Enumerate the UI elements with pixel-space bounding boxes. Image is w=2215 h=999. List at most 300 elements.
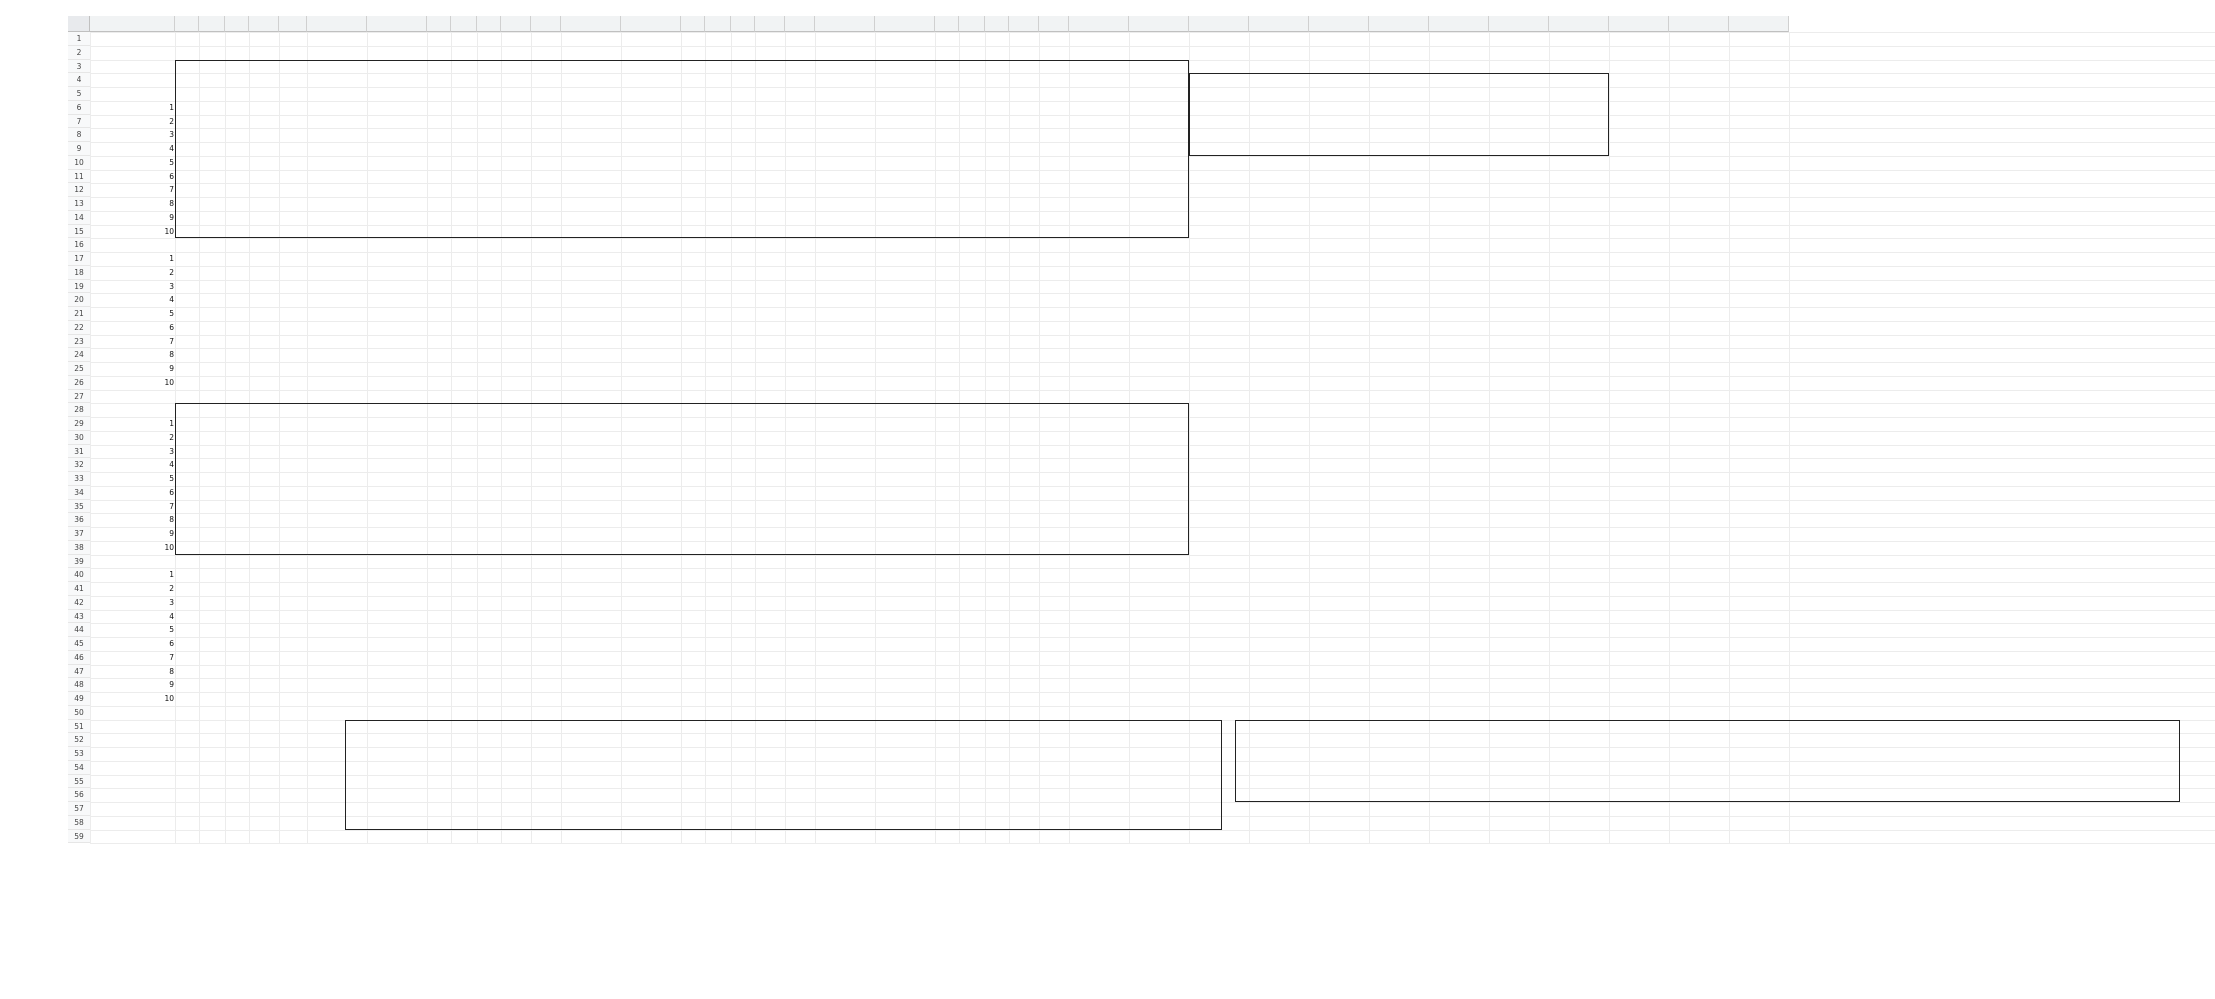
base-value[interactable] (1009, 417, 1039, 431)
base-value[interactable] (731, 500, 755, 514)
base-value[interactable] (225, 280, 249, 294)
base-value[interactable] (501, 225, 531, 239)
saving-value[interactable] (1069, 458, 1129, 472)
base-value[interactable] (225, 500, 249, 514)
base-value[interactable] (175, 431, 199, 445)
cost-expected[interactable] (785, 486, 815, 500)
base-value[interactable] (427, 293, 451, 307)
base-value[interactable] (249, 321, 279, 335)
saving-value[interactable] (815, 417, 875, 431)
base-value[interactable] (199, 293, 225, 307)
row-header[interactable]: 8 (68, 128, 90, 142)
row-header[interactable]: 36 (68, 513, 90, 527)
base-value[interactable] (681, 266, 705, 280)
cost-expected[interactable] (1039, 665, 1069, 679)
cost-expected[interactable] (785, 651, 815, 665)
cost-expected[interactable] (785, 211, 815, 225)
base-value[interactable] (731, 266, 755, 280)
cost-expected[interactable] (531, 115, 561, 129)
base-value[interactable] (755, 211, 785, 225)
cost-expected[interactable] (279, 142, 307, 156)
base-value[interactable] (427, 335, 451, 349)
base-value[interactable] (959, 582, 985, 596)
base-value[interactable] (731, 513, 755, 527)
base-value[interactable] (731, 445, 755, 459)
cost-expected[interactable] (531, 596, 561, 610)
cost-expected[interactable] (1039, 335, 1069, 349)
base-value[interactable] (705, 692, 731, 706)
row-header[interactable]: 39 (68, 555, 90, 569)
capsule-count[interactable]: 2 (169, 584, 174, 593)
base-value[interactable] (249, 623, 279, 637)
base-value[interactable] (225, 417, 249, 431)
base-value[interactable] (451, 568, 477, 582)
base-value[interactable] (427, 362, 451, 376)
cost-expected[interactable] (1039, 266, 1069, 280)
row-header[interactable]: 16 (68, 238, 90, 252)
base-value[interactable] (1009, 513, 1039, 527)
saving-value[interactable] (307, 541, 367, 555)
cost-expected[interactable] (531, 665, 561, 679)
cost-expected[interactable] (785, 678, 815, 692)
saving-value[interactable] (815, 472, 875, 486)
cost-expected[interactable] (785, 582, 815, 596)
row-header[interactable]: 20 (68, 293, 90, 307)
base-value[interactable] (755, 568, 785, 582)
base-value[interactable] (199, 458, 225, 472)
saving-value[interactable] (367, 417, 427, 431)
cost-expected[interactable] (531, 582, 561, 596)
cost-expected[interactable] (785, 568, 815, 582)
base-value[interactable] (935, 651, 959, 665)
saving-value[interactable] (307, 101, 367, 115)
base-value[interactable] (731, 183, 755, 197)
base-value[interactable] (501, 472, 531, 486)
base-value[interactable] (731, 541, 755, 555)
cost-expected[interactable] (785, 637, 815, 651)
base-value[interactable] (249, 348, 279, 362)
base-value[interactable] (477, 128, 501, 142)
cost-expected[interactable] (1039, 486, 1069, 500)
base-value[interactable] (175, 665, 199, 679)
base-value[interactable] (427, 252, 451, 266)
base-value[interactable] (477, 431, 501, 445)
cost-expected[interactable] (1039, 293, 1069, 307)
saving-value[interactable] (561, 170, 621, 184)
base-value[interactable] (705, 225, 731, 239)
saving-value[interactable] (621, 445, 681, 459)
base-value[interactable] (935, 527, 959, 541)
saving-value[interactable] (815, 500, 875, 514)
base-value[interactable] (175, 348, 199, 362)
base-value[interactable] (225, 472, 249, 486)
base-value[interactable] (755, 610, 785, 624)
column-header-AI[interactable] (1489, 16, 1549, 32)
cost-expected[interactable] (1039, 142, 1069, 156)
row-header[interactable]: 19 (68, 280, 90, 294)
base-value[interactable] (681, 623, 705, 637)
saving-value[interactable] (561, 142, 621, 156)
cost-expected[interactable] (279, 156, 307, 170)
base-value[interactable] (705, 170, 731, 184)
saving-value[interactable] (561, 197, 621, 211)
base-value[interactable] (225, 692, 249, 706)
saving-value[interactable] (367, 513, 427, 527)
base-value[interactable] (681, 335, 705, 349)
base-value[interactable] (681, 417, 705, 431)
base-value[interactable] (477, 637, 501, 651)
base-value[interactable] (705, 156, 731, 170)
base-value[interactable] (225, 486, 249, 500)
base-value[interactable] (477, 183, 501, 197)
base-value[interactable] (501, 431, 531, 445)
base-value[interactable] (681, 170, 705, 184)
base-value[interactable] (755, 266, 785, 280)
base-value[interactable] (175, 582, 199, 596)
saving-value[interactable] (621, 500, 681, 514)
base-value[interactable] (477, 115, 501, 129)
base-value[interactable] (249, 307, 279, 321)
base-value[interactable] (985, 348, 1009, 362)
cost-expected[interactable] (279, 128, 307, 142)
base-value[interactable] (935, 458, 959, 472)
base-value[interactable] (1009, 115, 1039, 129)
base-value[interactable] (225, 142, 249, 156)
base-value[interactable] (731, 197, 755, 211)
base-value[interactable] (959, 348, 985, 362)
cost-expected[interactable] (785, 280, 815, 294)
saving-value[interactable] (875, 417, 935, 431)
saving-value[interactable] (307, 417, 367, 431)
base-value[interactable] (985, 170, 1009, 184)
cost-expected[interactable] (785, 128, 815, 142)
base-value[interactable] (225, 678, 249, 692)
base-value[interactable] (175, 225, 199, 239)
saving-value[interactable] (875, 170, 935, 184)
base-value[interactable] (175, 541, 199, 555)
base-value[interactable] (199, 252, 225, 266)
cost-expected[interactable] (1039, 183, 1069, 197)
base-value[interactable] (705, 637, 731, 651)
base-value[interactable] (731, 458, 755, 472)
base-value[interactable] (225, 225, 249, 239)
base-value[interactable] (501, 252, 531, 266)
saving-value[interactable] (815, 128, 875, 142)
base-value[interactable] (1009, 651, 1039, 665)
base-value[interactable] (935, 335, 959, 349)
cost-expected[interactable] (1039, 445, 1069, 459)
base-value[interactable] (1009, 458, 1039, 472)
base-value[interactable] (731, 335, 755, 349)
base-value[interactable] (427, 445, 451, 459)
cost-expected[interactable] (785, 252, 815, 266)
column-header-AA[interactable] (1039, 16, 1069, 32)
base-value[interactable] (501, 623, 531, 637)
capsule-count[interactable]: 7 (169, 336, 174, 346)
base-value[interactable] (175, 156, 199, 170)
base-value[interactable] (501, 500, 531, 514)
base-value[interactable] (249, 142, 279, 156)
cost-expected[interactable] (785, 197, 815, 211)
base-value[interactable] (199, 665, 225, 679)
base-value[interactable] (501, 458, 531, 472)
base-value[interactable] (451, 541, 477, 555)
base-value[interactable] (1009, 266, 1039, 280)
cost-expected[interactable] (531, 170, 561, 184)
base-value[interactable] (451, 665, 477, 679)
base-value[interactable] (959, 610, 985, 624)
saving-value[interactable] (815, 197, 875, 211)
base-value[interactable] (959, 225, 985, 239)
base-value[interactable] (681, 280, 705, 294)
base-value[interactable] (935, 431, 959, 445)
base-value[interactable] (985, 417, 1009, 431)
base-value[interactable] (249, 280, 279, 294)
base-value[interactable] (175, 293, 199, 307)
cost-expected[interactable] (785, 500, 815, 514)
cost-expected[interactable] (279, 445, 307, 459)
cost-expected[interactable] (279, 335, 307, 349)
base-value[interactable] (681, 568, 705, 582)
base-value[interactable] (755, 348, 785, 362)
saving-value[interactable] (875, 431, 935, 445)
base-value[interactable] (985, 293, 1009, 307)
cost-expected[interactable] (785, 692, 815, 706)
base-value[interactable] (199, 156, 225, 170)
base-value[interactable] (477, 348, 501, 362)
cost-expected[interactable] (531, 142, 561, 156)
cost-expected[interactable] (279, 623, 307, 637)
base-value[interactable] (451, 472, 477, 486)
base-value[interactable] (225, 541, 249, 555)
base-value[interactable] (175, 335, 199, 349)
base-value[interactable] (199, 486, 225, 500)
saving-value[interactable] (1129, 486, 1189, 500)
base-value[interactable] (935, 376, 959, 390)
cost-expected[interactable] (279, 527, 307, 541)
base-value[interactable] (1009, 335, 1039, 349)
cost-expected[interactable] (1039, 417, 1069, 431)
cost-expected[interactable] (279, 362, 307, 376)
base-value[interactable] (985, 197, 1009, 211)
base-value[interactable] (175, 170, 199, 184)
base-value[interactable] (451, 101, 477, 115)
row-header[interactable]: 52 (68, 733, 90, 747)
base-value[interactable] (731, 678, 755, 692)
cost-expected[interactable] (531, 101, 561, 115)
base-value[interactable] (175, 101, 199, 115)
base-value[interactable] (755, 280, 785, 294)
base-value[interactable] (705, 321, 731, 335)
base-value[interactable] (199, 101, 225, 115)
row-header[interactable]: 51 (68, 720, 90, 734)
cost-expected[interactable] (1039, 623, 1069, 637)
cost-expected[interactable] (279, 321, 307, 335)
base-value[interactable] (249, 252, 279, 266)
saving-value[interactable] (307, 156, 367, 170)
base-value[interactable] (1009, 692, 1039, 706)
saving-value[interactable] (1069, 486, 1129, 500)
cost-expected[interactable] (531, 568, 561, 582)
base-value[interactable] (199, 637, 225, 651)
cost-expected[interactable] (785, 321, 815, 335)
cost-expected[interactable] (1039, 527, 1069, 541)
base-value[interactable] (501, 527, 531, 541)
column-header-V[interactable] (875, 16, 935, 32)
base-value[interactable] (959, 623, 985, 637)
row-header[interactable]: 53 (68, 747, 90, 761)
saving-value[interactable] (875, 128, 935, 142)
base-value[interactable] (681, 197, 705, 211)
row-header[interactable]: 35 (68, 500, 90, 514)
saving-value[interactable] (1129, 431, 1189, 445)
saving-value[interactable] (561, 417, 621, 431)
base-value[interactable] (249, 500, 279, 514)
capsule-count[interactable]: 6 (169, 639, 174, 648)
base-value[interactable] (959, 486, 985, 500)
base-value[interactable] (501, 280, 531, 294)
saving-value[interactable] (367, 183, 427, 197)
cost-expected[interactable] (279, 348, 307, 362)
base-value[interactable] (985, 500, 1009, 514)
row-header[interactable]: 30 (68, 431, 90, 445)
base-value[interactable] (985, 211, 1009, 225)
cost-expected[interactable] (531, 197, 561, 211)
saving-value[interactable] (1129, 225, 1189, 239)
row-header[interactable]: 57 (68, 802, 90, 816)
cost-expected[interactable] (785, 417, 815, 431)
capsule-count[interactable]: 4 (169, 295, 174, 305)
base-value[interactable] (755, 417, 785, 431)
base-value[interactable] (681, 101, 705, 115)
base-value[interactable] (501, 596, 531, 610)
saving-value[interactable] (561, 541, 621, 555)
column-header-F[interactable] (279, 16, 307, 32)
saving-value[interactable] (561, 211, 621, 225)
cost-expected[interactable] (531, 500, 561, 514)
base-value[interactable] (501, 128, 531, 142)
base-value[interactable] (199, 280, 225, 294)
base-value[interactable] (935, 513, 959, 527)
cost-expected[interactable] (785, 348, 815, 362)
base-value[interactable] (985, 101, 1009, 115)
base-value[interactable] (225, 568, 249, 582)
base-value[interactable] (1009, 500, 1039, 514)
saving-value[interactable] (307, 225, 367, 239)
base-value[interactable] (175, 678, 199, 692)
cost-expected[interactable] (279, 431, 307, 445)
saving-value[interactable] (561, 183, 621, 197)
cost-expected[interactable] (1039, 651, 1069, 665)
base-value[interactable] (427, 527, 451, 541)
saving-value[interactable] (1129, 128, 1189, 142)
base-value[interactable] (427, 665, 451, 679)
cost-expected[interactable] (531, 128, 561, 142)
base-value[interactable] (959, 307, 985, 321)
base-value[interactable] (427, 431, 451, 445)
base-value[interactable] (705, 348, 731, 362)
base-value[interactable] (755, 197, 785, 211)
base-value[interactable] (249, 266, 279, 280)
base-value[interactable] (501, 156, 531, 170)
base-value[interactable] (705, 197, 731, 211)
base-value[interactable] (755, 225, 785, 239)
base-value[interactable] (681, 128, 705, 142)
base-value[interactable] (985, 266, 1009, 280)
base-value[interactable] (935, 101, 959, 115)
saving-value[interactable] (561, 431, 621, 445)
base-value[interactable] (1009, 280, 1039, 294)
base-value[interactable] (249, 486, 279, 500)
saving-value[interactable] (561, 472, 621, 486)
base-value[interactable] (755, 307, 785, 321)
base-value[interactable] (681, 596, 705, 610)
base-value[interactable] (959, 513, 985, 527)
capsule-count[interactable]: 4 (169, 611, 174, 621)
base-value[interactable] (681, 293, 705, 307)
base-value[interactable] (477, 156, 501, 170)
row-header[interactable]: 25 (68, 362, 90, 376)
cost-expected[interactable] (1039, 252, 1069, 266)
base-value[interactable] (731, 156, 755, 170)
base-value[interactable] (731, 252, 755, 266)
base-value[interactable] (501, 651, 531, 665)
row-header[interactable]: 22 (68, 321, 90, 335)
base-value[interactable] (985, 362, 1009, 376)
base-value[interactable] (175, 486, 199, 500)
cost-expected[interactable] (279, 307, 307, 321)
base-value[interactable] (427, 128, 451, 142)
saving-value[interactable] (1129, 500, 1189, 514)
row-header[interactable]: 34 (68, 486, 90, 500)
capsule-count[interactable]: 2 (169, 267, 174, 277)
cost-expected[interactable] (531, 458, 561, 472)
cost-expected[interactable] (531, 225, 561, 239)
capsule-count[interactable]: 8 (169, 666, 174, 676)
base-value[interactable] (427, 307, 451, 321)
first-capsule-header[interactable] (90, 87, 175, 101)
base-value[interactable] (451, 142, 477, 156)
base-value[interactable] (1009, 293, 1039, 307)
base-value[interactable] (959, 637, 985, 651)
base-value[interactable] (1009, 486, 1039, 500)
base-value[interactable] (225, 183, 249, 197)
base-value[interactable] (705, 280, 731, 294)
saving-value[interactable] (561, 527, 621, 541)
base-value[interactable] (731, 623, 755, 637)
cost-expected[interactable] (279, 101, 307, 115)
row-header[interactable]: 4 (68, 73, 90, 87)
cost-expected[interactable] (785, 472, 815, 486)
base-value[interactable] (731, 128, 755, 142)
saving-value[interactable] (875, 486, 935, 500)
base-value[interactable] (681, 252, 705, 266)
base-value[interactable] (427, 348, 451, 362)
cost-expected[interactable] (1039, 376, 1069, 390)
saving-value[interactable] (1129, 527, 1189, 541)
base-value[interactable] (731, 486, 755, 500)
column-header-AM[interactable] (1729, 16, 1789, 32)
base-value[interactable] (225, 376, 249, 390)
base-value[interactable] (755, 101, 785, 115)
base-value[interactable] (755, 170, 785, 184)
base-value[interactable] (477, 610, 501, 624)
saving-value[interactable] (1129, 513, 1189, 527)
base-value[interactable] (985, 307, 1009, 321)
base-value[interactable] (935, 500, 959, 514)
saving-value[interactable] (561, 225, 621, 239)
saving-value[interactable] (367, 472, 427, 486)
